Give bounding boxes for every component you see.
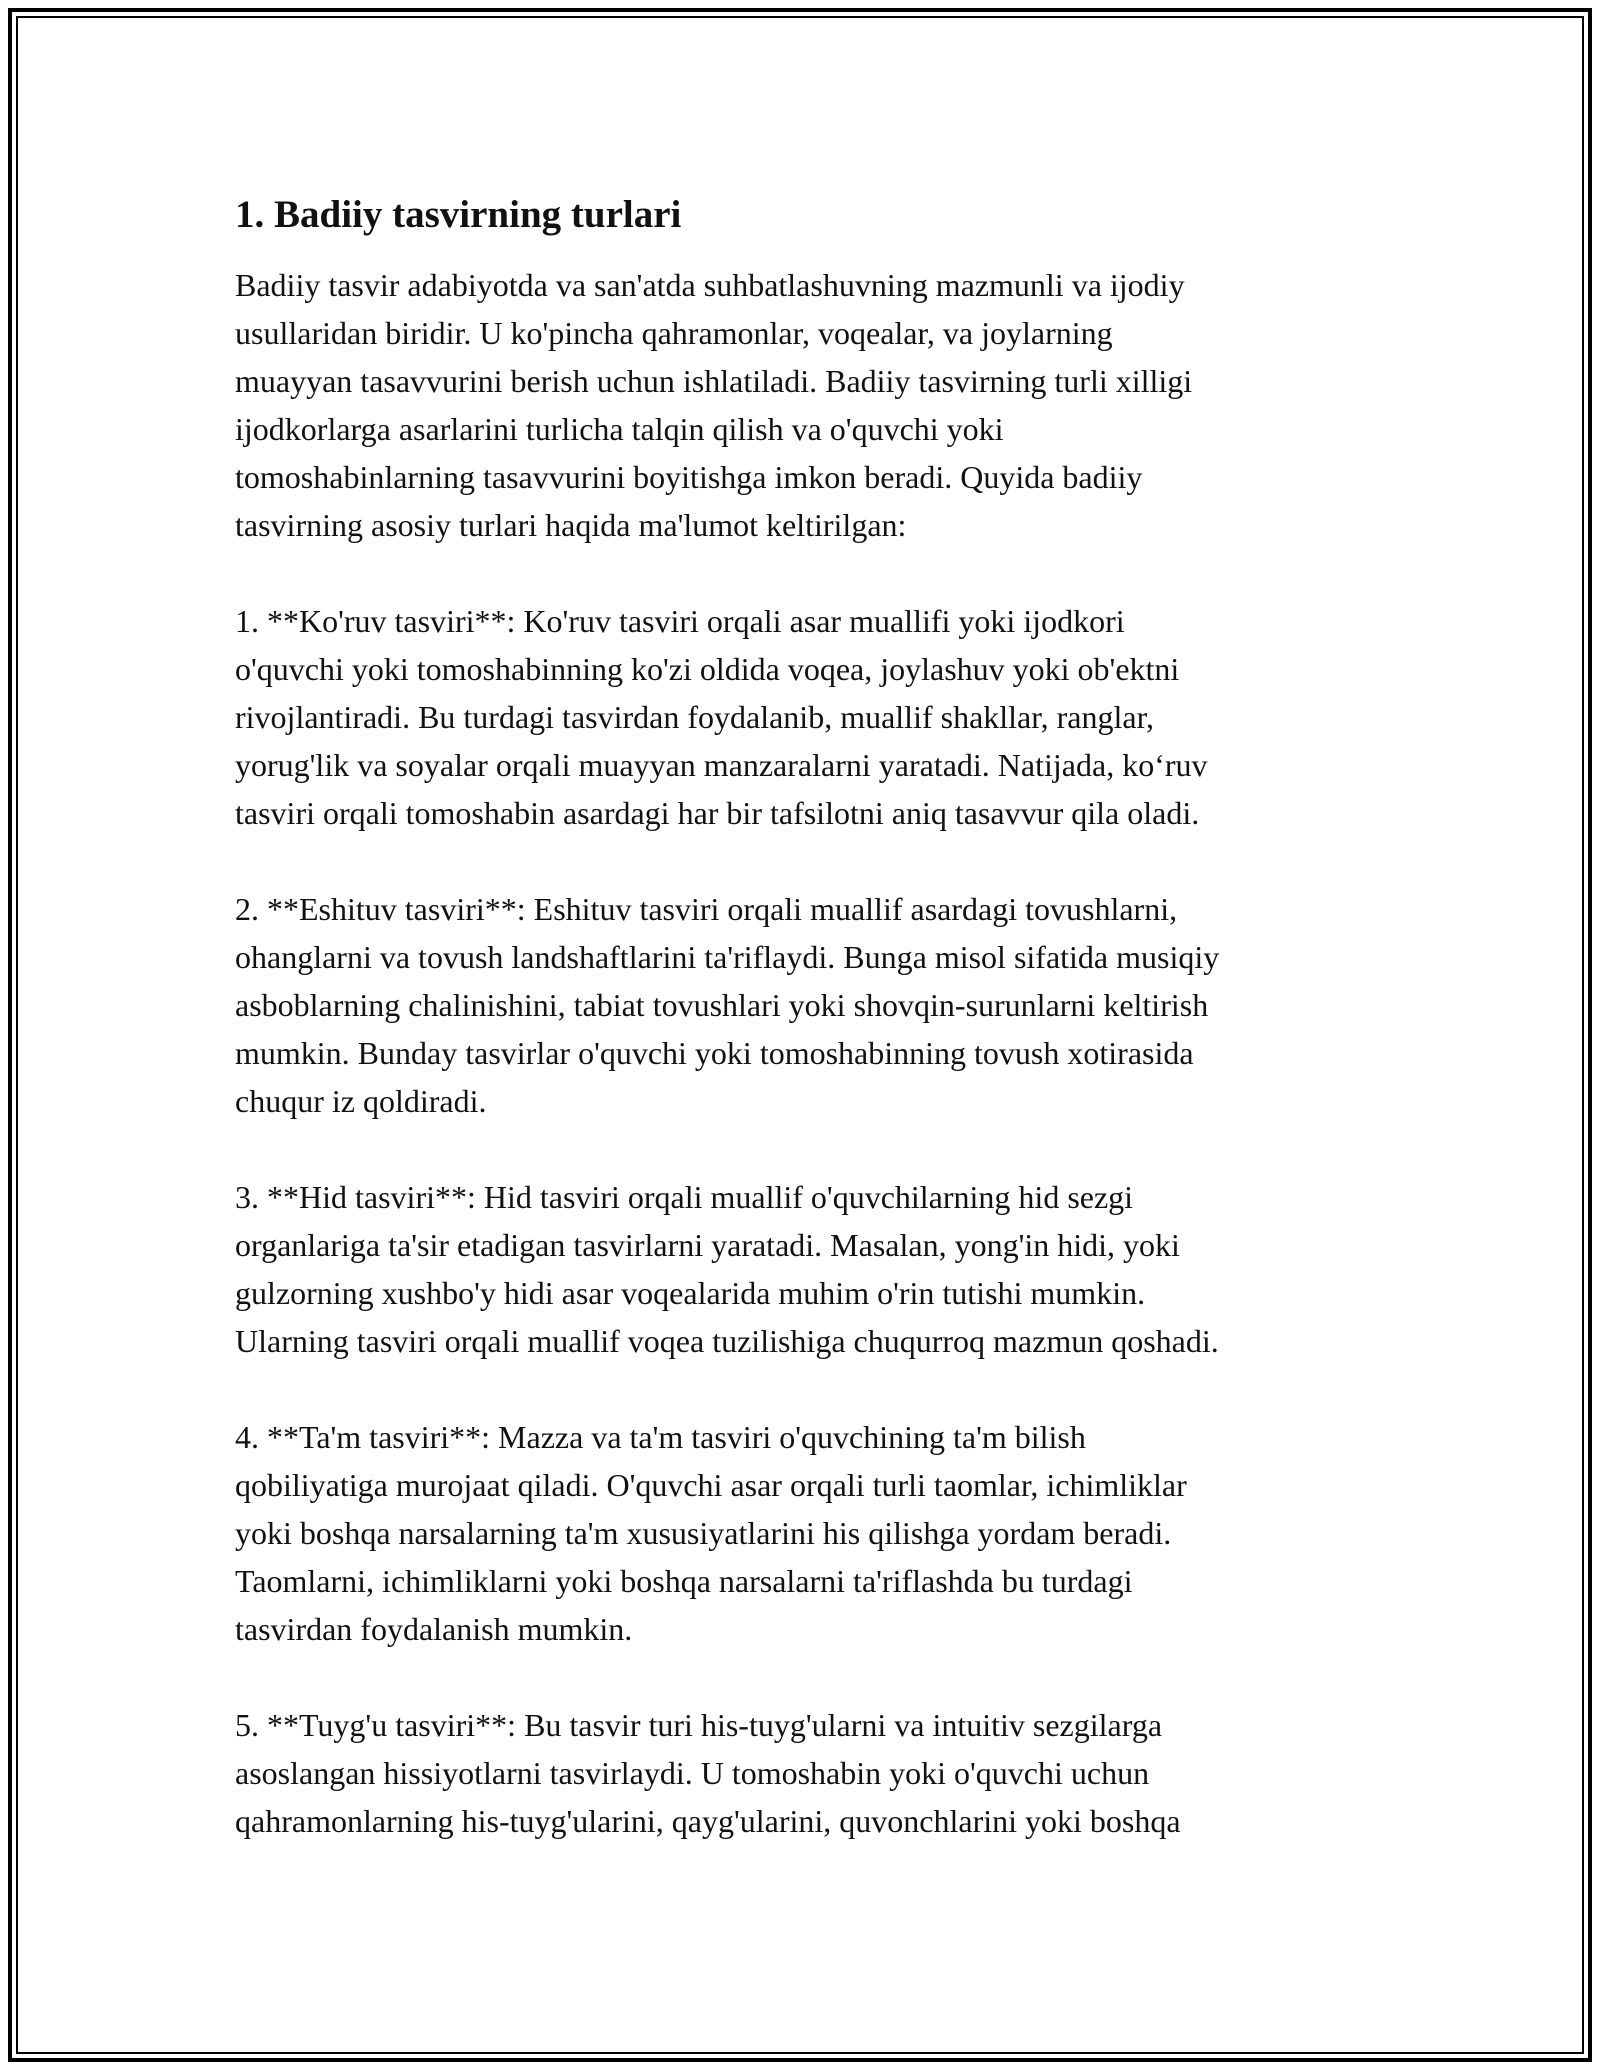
document-body [235, 185, 1415, 1845]
list-item-feeling: 5. **Tuyg'u tasviri**: Bu tasvir turi his-tuyg'ularni va intuitiv sezgilarga asoslangan hissiyotlarni tasvirlaydi. U tomoshabin yoki o'quvchi uchun qahramonlarning his-tuyg'ularini, qayg'ularini, quvonchlarini yoki boshqa [235, 1707, 1181, 1839]
intro-paragraph: Badiiy tasvir adabiyotda va san'atda suhbatlashuvning mazmunli va ijodiy usullaridan biridir. U ko'pincha qahramonlar, voqealar, va joylarning muayyan tasavvurini berish uchun ishlatiladi. Badiiy tasvirning turli xilligi ijodkorlarga asarlarini turlicha talqin qilish va o'quvchi yoki tomoshabinlarning tasavvurini boyitishga imkon beradi. Quyida badiiy tasvirning asosiy turlari haqida ma'lumot keltirilgan: [235, 267, 1193, 543]
list-item-smell: 3. **Hid tasviri**: Hid tasviri orqali muallif o'quvchilarning hid sezgi organlariga ta'sir etadigan tasvirlarni yaratadi. Masalan, yong'in hidi, yoki gulzorning xushbo'y hidi asar voqealarida muhim o'rin tutishi mumkin. Ularning tasviri orqali muallif voqea tuzilishiga chuqurroq mazmun qoshadi. [235, 1179, 1219, 1359]
section-heading: 1. Badiiy tasvirning turlari [235, 193, 682, 236]
list-item-auditory: 2. **Eshituv tasviri**: Eshituv tasviri orqali muallif asardagi tovushlarni, ohanglarni va tovush landshaftlarini ta'riflaydi. Bunga misol sifatida musiqiy asboblarning chalinishini, tabiat tovushlari yoki shovqin-surunlarni keltirish mumkin. Bunday tasvirlar o'quvchi yoki tomoshabinning tovush xotirasida chuqur iz qoldiradi. [235, 891, 1220, 1119]
list-item-taste: 4. **Ta'm tasviri**: Mazza va ta'm tasviri o'quvchining ta'm bilish qobiliyatiga murojaat qiladi. O'quvchi asar orqali turli taomlar, ichimliklar yoki boshqa narsalarning ta'm xususiyatlarini his qilishga yordam beradi. Taomlarni, ichimliklarni yoki boshqa narsalarni ta'riflashda bu turdagi tasvirdan foydalanish mumkin. [235, 1419, 1187, 1647]
list-item-visual: 1. **Ko'ruv tasviri**: Ko'ruv tasviri orqali asar muallifi yoki ijodkori o'quvchi yoki tomoshabinning ko'zi oldida voqea, joylashuv yoki ob'ektni rivojlantiradi. Bu turdagi tasvirdan foydalanib, muallif shakllar, ranglar, yorug'lik va soyalar orqali muayyan manzaralarni yaratadi. Natijada, ko‘ruv tasviri orqali tomoshabin asardagi har bir tafsilotni aniq tasavvur qila oladi. [235, 603, 1208, 831]
